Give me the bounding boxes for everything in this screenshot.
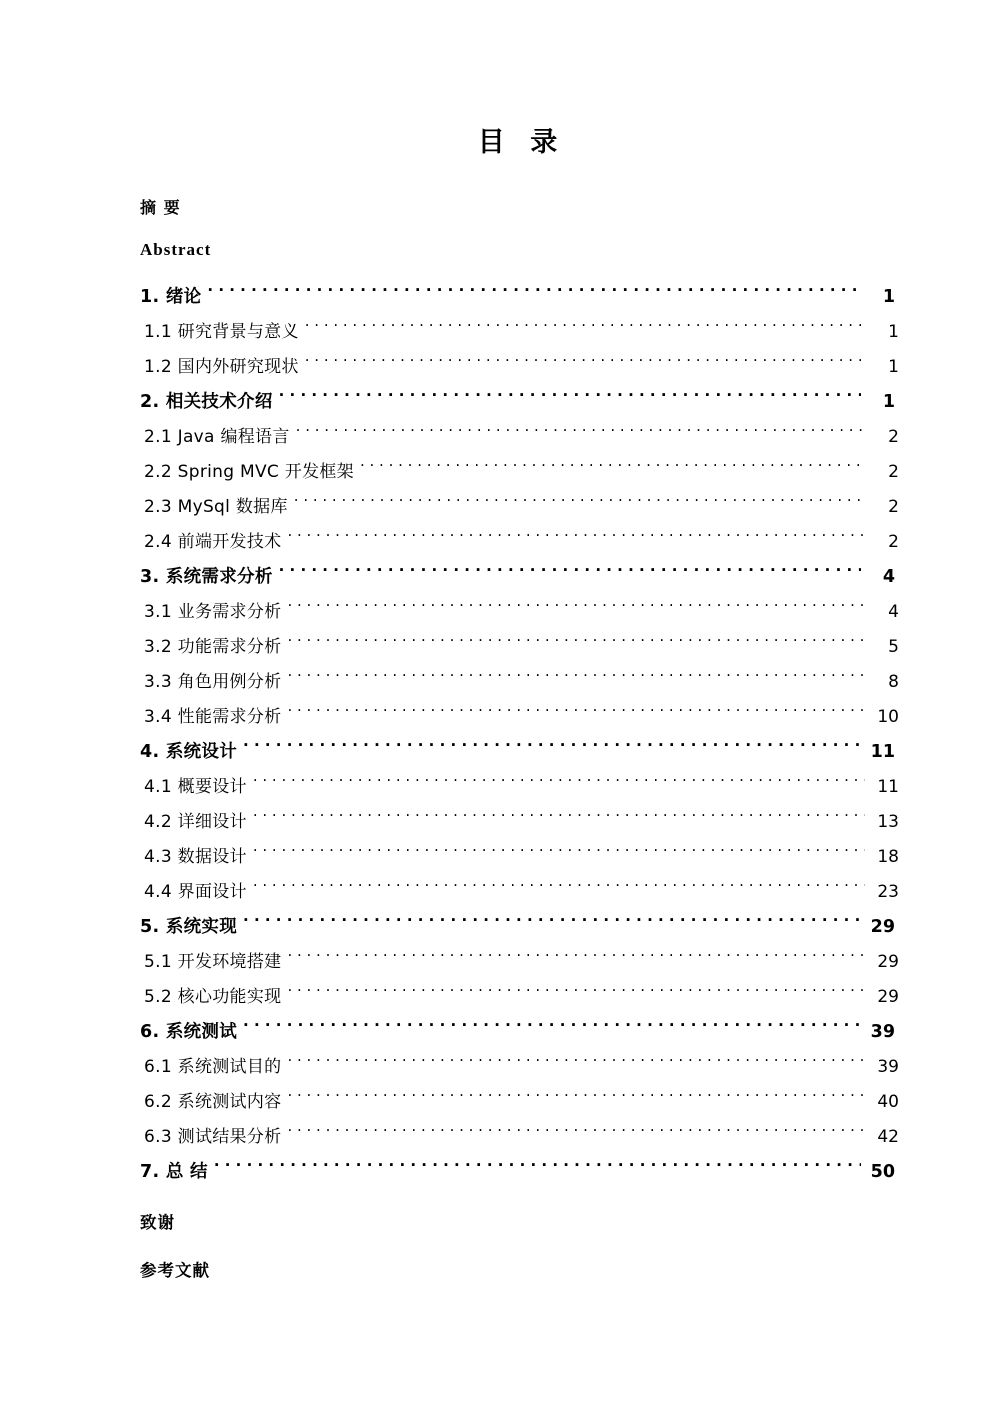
toc-leader-dots — [279, 565, 861, 583]
toc-entry-label: 4.2 详细设计 — [144, 812, 247, 832]
toc-leader-dots — [296, 425, 865, 442]
toc-entry-label: 2.1 Java 编程语言 — [144, 427, 290, 447]
toc-entry-page: 29 — [877, 987, 899, 1007]
toc-leader-dots — [279, 390, 861, 408]
toc-entry-page: 1 — [882, 392, 895, 412]
back-matter — [140, 1209, 895, 1281]
toc-entry-page: 11 — [870, 742, 895, 762]
toc-entry[interactable] — [140, 737, 895, 767]
toc-entry[interactable] — [140, 352, 899, 382]
toc-entry[interactable] — [140, 457, 899, 487]
toc-leader-dots — [253, 810, 865, 827]
back-matter-item-acknowledgement: 致谢 — [140, 1213, 175, 1232]
toc-entry[interactable] — [140, 492, 899, 522]
toc-entry-label: 2.2 Spring MVC 开发框架 — [144, 462, 354, 482]
toc-entry-label: 3.1 业务需求分析 — [144, 602, 282, 622]
toc-entry-page: 1 — [888, 357, 899, 377]
toc-leader-dots — [305, 355, 865, 372]
toc-entry-page: 2 — [888, 462, 899, 482]
toc-leader-dots — [287, 600, 865, 617]
toc-entry-label: 2.3 MySql 数据库 — [144, 497, 288, 517]
toc-entry-label: 1. 绪论 — [140, 287, 202, 307]
toc-entry-page: 18 — [877, 847, 899, 867]
toc-entry-label: 4.1 概要设计 — [144, 777, 247, 797]
toc-entry-label: 6.1 系统测试目的 — [144, 1057, 282, 1077]
toc-entry[interactable] — [140, 667, 899, 697]
toc-entry[interactable] — [140, 1052, 899, 1082]
toc-entry[interactable] — [140, 947, 899, 977]
toc-entry-label: 3.3 角色用例分析 — [144, 672, 282, 692]
toc-entry[interactable] — [140, 387, 895, 417]
toc-entry[interactable] — [140, 527, 899, 557]
toc-leader-dots — [287, 950, 865, 967]
toc-entry[interactable] — [140, 1157, 895, 1187]
toc-entry-label: 4. 系统设计 — [140, 742, 238, 762]
toc-entry-label: 2. 相关技术介绍 — [140, 392, 273, 412]
toc-entry-page: 4 — [882, 567, 895, 587]
toc-entry-label: 1.1 研究背景与意义 — [144, 322, 299, 342]
toc-leader-dots — [287, 530, 865, 547]
toc-leader-dots — [287, 1125, 865, 1142]
toc-entry[interactable] — [140, 1087, 899, 1117]
toc-entry-page: 39 — [877, 1057, 899, 1077]
toc-leader-dots — [243, 1020, 861, 1038]
toc-leader-dots — [360, 460, 865, 477]
toc-entry-page: 29 — [877, 952, 899, 972]
front-matter-item-abstract-cn: 摘 要 — [140, 198, 181, 217]
toc-entry-page: 13 — [877, 812, 899, 832]
toc-entry[interactable] — [140, 807, 899, 837]
toc-entry-page: 4 — [888, 602, 899, 622]
toc-entry[interactable] — [140, 1017, 895, 1047]
toc-entry-label: 6.2 系统测试内容 — [144, 1092, 282, 1112]
toc-entry[interactable] — [140, 632, 899, 662]
toc-entry[interactable] — [140, 702, 899, 732]
toc-entry-label: 2.4 前端开发技术 — [144, 532, 282, 552]
toc-entry-label: 5.1 开发环境搭建 — [144, 952, 282, 972]
toc-entry-label: 4.4 界面设计 — [144, 882, 247, 902]
toc-leader-dots — [253, 845, 865, 862]
toc-entry-page: 50 — [870, 1162, 895, 1182]
toc-entry[interactable] — [140, 317, 899, 347]
toc-entry-page: 29 — [870, 917, 895, 937]
toc-entry-page: 10 — [877, 707, 899, 727]
toc-entry-label: 6.3 测试结果分析 — [144, 1127, 282, 1147]
toc-entry[interactable] — [140, 842, 899, 872]
toc-leader-dots — [253, 775, 865, 792]
toc-entry-page: 2 — [888, 497, 899, 517]
toc-entry-label: 3. 系统需求分析 — [140, 567, 273, 587]
toc-leader-dots — [243, 740, 861, 758]
toc-entry[interactable] — [140, 982, 899, 1012]
toc-leader-dots — [253, 880, 865, 897]
page-title: 目 录 — [477, 127, 566, 158]
toc-entry-label: 6. 系统测试 — [140, 1022, 238, 1042]
toc-entry-page: 1 — [882, 287, 895, 307]
toc-entry-label: 5.2 核心功能实现 — [144, 987, 282, 1007]
toc-entry[interactable] — [140, 772, 899, 802]
toc-entry-page: 2 — [888, 427, 899, 447]
toc-leader-dots — [305, 320, 865, 337]
toc-entry[interactable] — [140, 877, 899, 907]
toc-entry-label: 7. 总 结 — [140, 1162, 208, 1182]
toc-leader-dots — [207, 285, 861, 303]
toc-entry-page: 23 — [877, 882, 899, 902]
toc-entry-label: 4.3 数据设计 — [144, 847, 247, 867]
toc-leader-dots — [287, 1055, 865, 1072]
toc-entry[interactable] — [140, 562, 895, 592]
toc-entry[interactable] — [140, 1122, 899, 1152]
toc-leader-dots — [214, 1160, 861, 1178]
toc-leader-dots — [287, 705, 865, 722]
toc-list — [140, 282, 899, 1187]
front-matter-item-abstract-en: Abstract — [140, 240, 212, 259]
toc-entry-label: 5. 系统实现 — [140, 917, 238, 937]
toc-entry-page: 11 — [877, 777, 899, 797]
toc-entry-page: 40 — [877, 1092, 899, 1112]
toc-entry-page: 2 — [888, 532, 899, 552]
toc-leader-dots — [287, 985, 865, 1002]
toc-entry-page: 39 — [870, 1022, 895, 1042]
toc-entry-label: 1.2 国内外研究现状 — [144, 357, 299, 377]
toc-entry-label: 3.4 性能需求分析 — [144, 707, 282, 727]
toc-entry[interactable] — [140, 282, 895, 312]
toc-entry-page: 5 — [888, 637, 899, 657]
toc-leader-dots — [287, 1090, 865, 1107]
toc-entry[interactable] — [140, 912, 895, 942]
toc-leader-dots — [287, 635, 865, 652]
toc-entry[interactable] — [140, 597, 899, 627]
toc-entry-label: 3.2 功能需求分析 — [144, 637, 282, 657]
back-matter-item-references: 参考文献 — [140, 1261, 210, 1280]
toc-entry-page: 42 — [877, 1127, 899, 1147]
toc-entry[interactable] — [140, 422, 899, 452]
toc-leader-dots — [294, 495, 865, 512]
front-matter — [140, 195, 895, 260]
toc-entry-page: 8 — [888, 672, 899, 692]
toc-leader-dots — [243, 915, 861, 933]
toc-entry-page: 1 — [888, 322, 899, 342]
toc-leader-dots — [287, 670, 865, 687]
